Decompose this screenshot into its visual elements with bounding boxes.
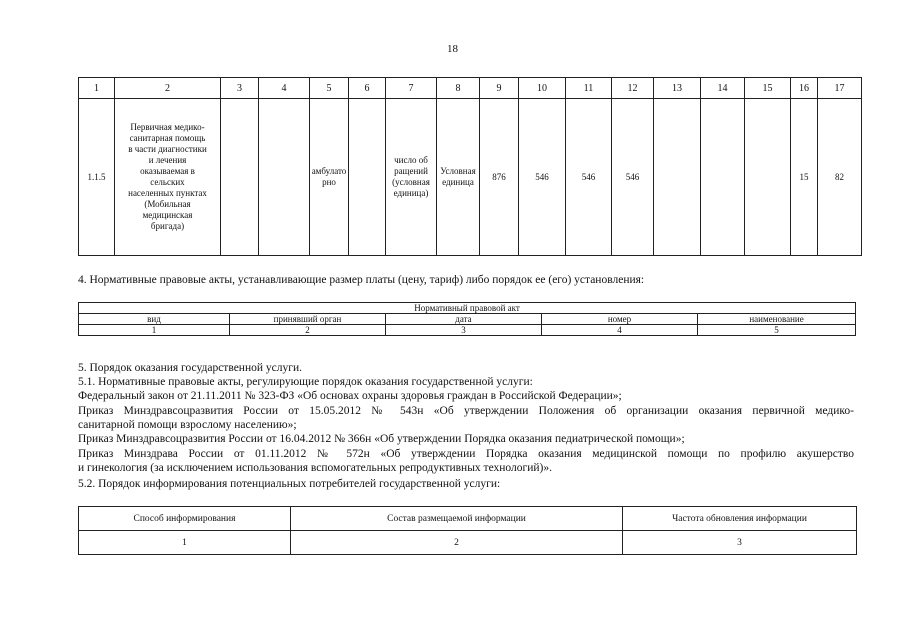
column-number: 2 — [291, 531, 623, 555]
column-number: 17 — [818, 78, 862, 99]
header-row — [79, 507, 857, 531]
service-name: Первичная медико-санитарная помощь в части диагностики и лечения оказываемая в сельских населенных пунктах (Мобильная медицинская бригада) — [115, 99, 221, 256]
table-cell: 876 — [480, 99, 519, 256]
column-number: 3 — [221, 78, 259, 99]
column-number: 16 — [791, 78, 818, 99]
service-condition: амбулаторно — [310, 99, 349, 256]
section5-2-heading: 5.2. Порядок информирования потенциальных потребителей государственной услуги: — [78, 478, 501, 490]
column-header: Частота обновления информации — [623, 507, 857, 531]
column-header: Способ информирования — [79, 507, 291, 531]
row-code: 1.1.5 — [79, 99, 115, 256]
service-volume-table — [78, 77, 862, 256]
column-number: 13 — [654, 78, 701, 99]
column-header: номер — [542, 314, 698, 325]
table-cell: 546 — [566, 99, 612, 256]
section5-1-heading: 5.1. Нормативные правовые акты, регулирующие порядок оказания государственной услуги: — [78, 376, 533, 388]
column-number: 4 — [542, 325, 698, 336]
column-number: 15 — [745, 78, 791, 99]
column-number: 1 — [79, 325, 230, 336]
column-number-row — [79, 78, 862, 99]
column-number: 5 — [310, 78, 349, 99]
table-cell — [349, 99, 386, 256]
table-cell — [221, 99, 259, 256]
column-number: 12 — [612, 78, 654, 99]
column-header: дата — [386, 314, 542, 325]
table-title-row — [79, 303, 856, 314]
column-number: 14 — [701, 78, 745, 99]
column-header: наименование — [698, 314, 856, 325]
column-number: 3 — [386, 325, 542, 336]
column-number: 1 — [79, 78, 115, 99]
legal-act-line: санитарной помощи взрослому населению»; — [78, 419, 297, 431]
legal-act-line: Федеральный закон от 21.11.2011 № 323-ФЗ «Об основах охраны здоровья граждан в Российской Федерации»; — [78, 390, 622, 402]
column-header: Состав размещаемой информации — [291, 507, 623, 531]
page-number: 18 — [447, 43, 458, 55]
table-cell — [745, 99, 791, 256]
table-cell: 546 — [519, 99, 566, 256]
column-number: 9 — [480, 78, 519, 99]
column-number: 1 — [79, 531, 291, 555]
unit-name: Условная единица — [437, 99, 480, 256]
table-cell — [701, 99, 745, 256]
column-number: 3 — [623, 531, 857, 555]
legal-act-line: Приказ Минздравсоцразвития России от 16.04.2012 № 366н «Об утверждении Порядка оказания педиатрической помощи»; — [78, 433, 685, 445]
column-number: 7 — [386, 78, 437, 99]
table-cell: 546 — [612, 99, 654, 256]
column-number: 10 — [519, 78, 566, 99]
legal-act-line: Приказ Минздрава России от 01.11.2012 № 572н «Об утверждении Порядка оказания медицинской помощи по профилю акушерство — [78, 448, 854, 460]
table-cell: 82 — [818, 99, 862, 256]
informing-table — [78, 506, 857, 555]
table-row — [79, 99, 862, 256]
numbers-row — [79, 531, 857, 555]
column-number: 2 — [230, 325, 386, 336]
column-number: 5 — [698, 325, 856, 336]
legal-acts-table — [78, 302, 856, 336]
indicator-name: число обращений (условная единица) — [386, 99, 437, 256]
table-cell: 15 — [791, 99, 818, 256]
section4-heading: 4. Нормативные правовые акты, устанавливающие размер платы (цену, тариф) либо порядок ее (его) установления: — [78, 274, 645, 286]
section5-heading: 5. Порядок оказания государственной услуги. — [78, 362, 302, 374]
column-number: 8 — [437, 78, 480, 99]
column-number: 6 — [349, 78, 386, 99]
column-number: 2 — [115, 78, 221, 99]
table-cell — [259, 99, 310, 256]
column-number: 11 — [566, 78, 612, 99]
table-title: Нормативный правовой акт — [79, 303, 856, 314]
table-cell — [654, 99, 701, 256]
header-row — [79, 314, 856, 325]
legal-act-line: и гинекология (за исключением использования вспомогательных репродуктивных технологий)». — [78, 462, 553, 474]
column-number: 4 — [259, 78, 310, 99]
legal-act-line: Приказ Минздравсоцразвития России от 15.05.2012 № 543н «Об утверждении Положения об организации оказания первичной медико- — [78, 405, 854, 417]
column-header: вид — [79, 314, 230, 325]
column-header: принявший орган — [230, 314, 386, 325]
numbers-row — [79, 325, 856, 336]
